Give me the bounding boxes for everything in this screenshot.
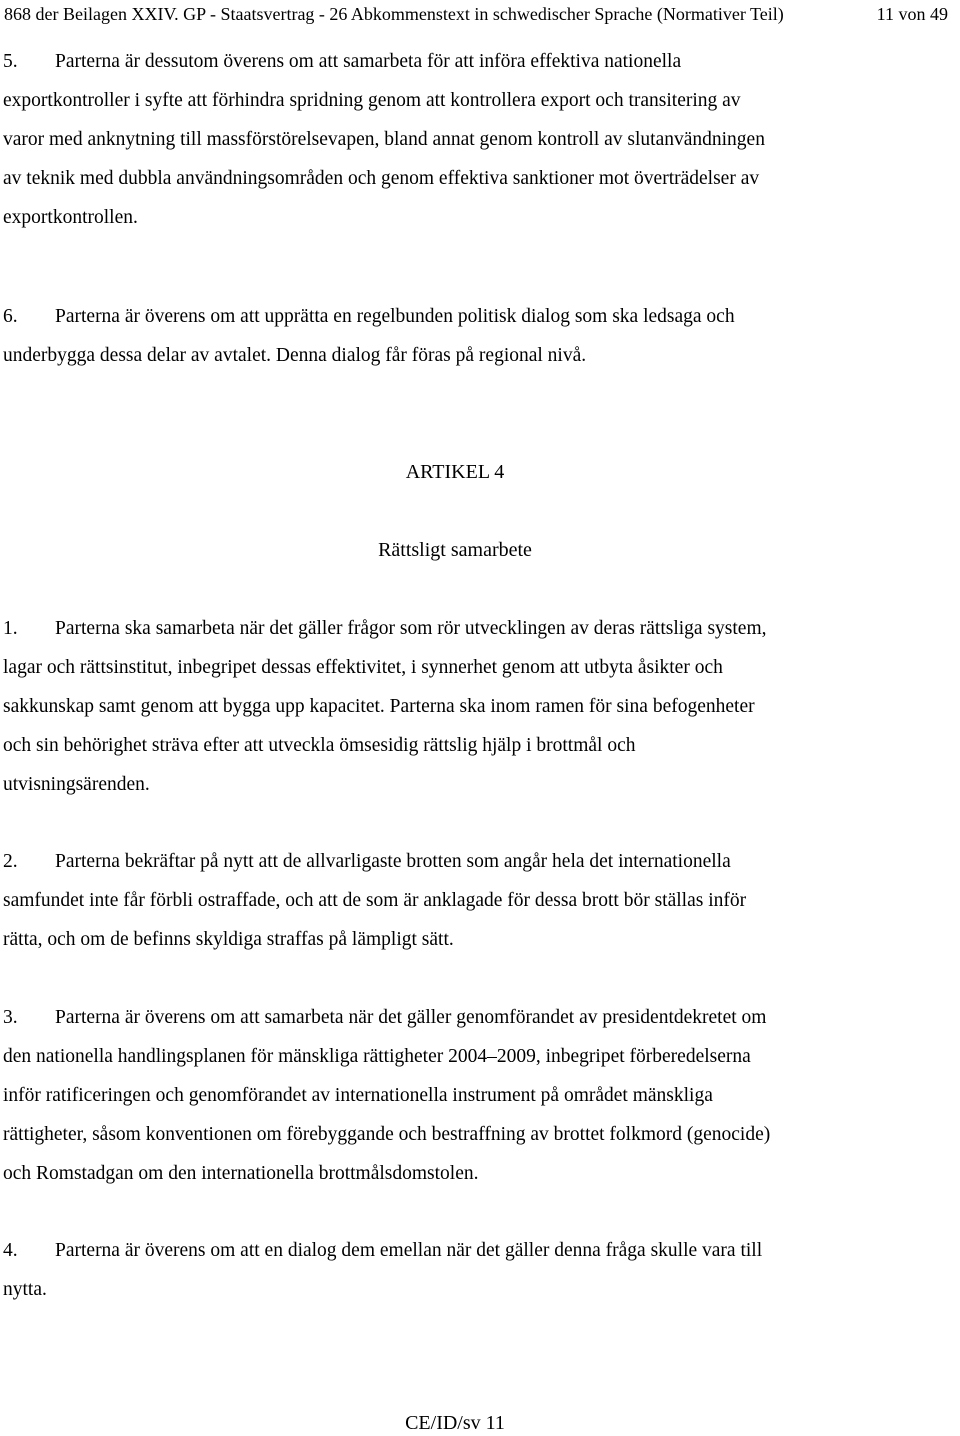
- paragraph-line: inför ratificeringen och genomförandet av internationella instrument på området mänskliga: [3, 1085, 713, 1106]
- paragraph-line: sakkunskap samt genom att bygga upp kapacitet. Parterna ska inom ramen för sina befogenheter: [3, 696, 755, 717]
- paragraph-line: och Romstadgan om den internationella brottmålsdomstolen.: [3, 1163, 479, 1184]
- header-page-counter: 11 von 49: [876, 4, 948, 24]
- article-title: Rättsligt samarbete: [378, 539, 532, 561]
- paragraph-number: 3.: [3, 1007, 18, 1028]
- paragraph-line: 4. Parterna är överens om att en dialog dem emellan när det gäller denna fråga skulle vara till: [3, 1231, 903, 1270]
- paragraph-line: den nationella handlingsplanen för mänskliga rättigheter 2004–2009, inbegripet förberedelserna: [3, 1046, 751, 1067]
- paragraph-6: [3, 297, 903, 375]
- paragraph-line: rätta, och om de befinns skyldiga straffas på lämpligt sätt.: [3, 929, 454, 950]
- paragraph-4: [3, 1231, 903, 1309]
- article-number: ARTIKEL 4: [405, 461, 505, 483]
- paragraph-number: 2.: [3, 851, 18, 872]
- paragraph-number: 4.: [3, 1240, 18, 1261]
- paragraph-line: varor med anknytning till massförstörelsevapen, bland annat genom kontroll av slutanvändningen: [3, 129, 765, 150]
- paragraph-line: 6. Parterna är överens om att upprätta en regelbunden politisk dialog som ska ledsaga och: [3, 297, 903, 336]
- paragraph-line: 3. Parterna är överens om att samarbeta när det gäller genomförandet av presidentdekretet om: [3, 998, 903, 1037]
- paragraph-line: rättigheter, såsom konventionen om förebyggande och bestraffning av brottet folkmord (genocide): [3, 1124, 771, 1145]
- paragraph-line: exportkontrollen.: [3, 207, 138, 228]
- paragraph-5: [3, 42, 903, 237]
- paragraph-line: samfundet inte får förbli ostraffade, och att de som är anklagade för dessa brott bör ställas inför: [3, 890, 747, 911]
- paragraph-line: 5. Parterna är dessutom överens om att samarbeta för att införa effektiva nationella: [3, 42, 903, 81]
- paragraph-line: exportkontroller i syfte att förhindra spridning genom att kontrollera export och transitering av: [3, 90, 741, 111]
- paragraph-line: 2. Parterna bekräftar på nytt att de allvarligaste brotten som angår hela det internationella: [3, 842, 903, 881]
- paragraph-1: [3, 609, 903, 804]
- paragraph-number: 6.: [3, 306, 18, 327]
- paragraph-3: [3, 998, 903, 1193]
- paragraph-line: av teknik med dubbla användningsområden och genom effektiva sanktioner mot överträdelser av: [3, 168, 760, 189]
- page-header: [0, 2, 960, 26]
- header-document-title: 868 der Beilagen XXIV. GP - Staatsvertrag - 26 Abkommenstext in schwedischer Sprache (Normativer Teil): [4, 4, 784, 24]
- paragraph-2: [3, 842, 903, 959]
- paragraph-line: lagar och rättsinstitut, inbegripet dessas effektivitet, i synnerhet genom att utbyta åsikter och: [3, 657, 723, 678]
- page-footer-code: CE/ID/sv 11: [405, 1412, 505, 1434]
- paragraph-line: utvisningsärenden.: [3, 774, 150, 795]
- paragraph-line: nytta.: [3, 1279, 47, 1300]
- paragraph-line: underbygga dessa delar av avtalet. Denna dialog får föras på regional nivå.: [3, 345, 587, 366]
- paragraph-number: 5.: [3, 51, 18, 72]
- paragraph-number: 1.: [3, 618, 18, 639]
- paragraph-line: 1. Parterna ska samarbeta när det gäller frågor som rör utvecklingen av deras rättsliga system,: [3, 609, 903, 648]
- paragraph-line: och sin behörighet sträva efter att utveckla ömsesidig rättslig hjälp i brottmål och: [3, 735, 636, 756]
